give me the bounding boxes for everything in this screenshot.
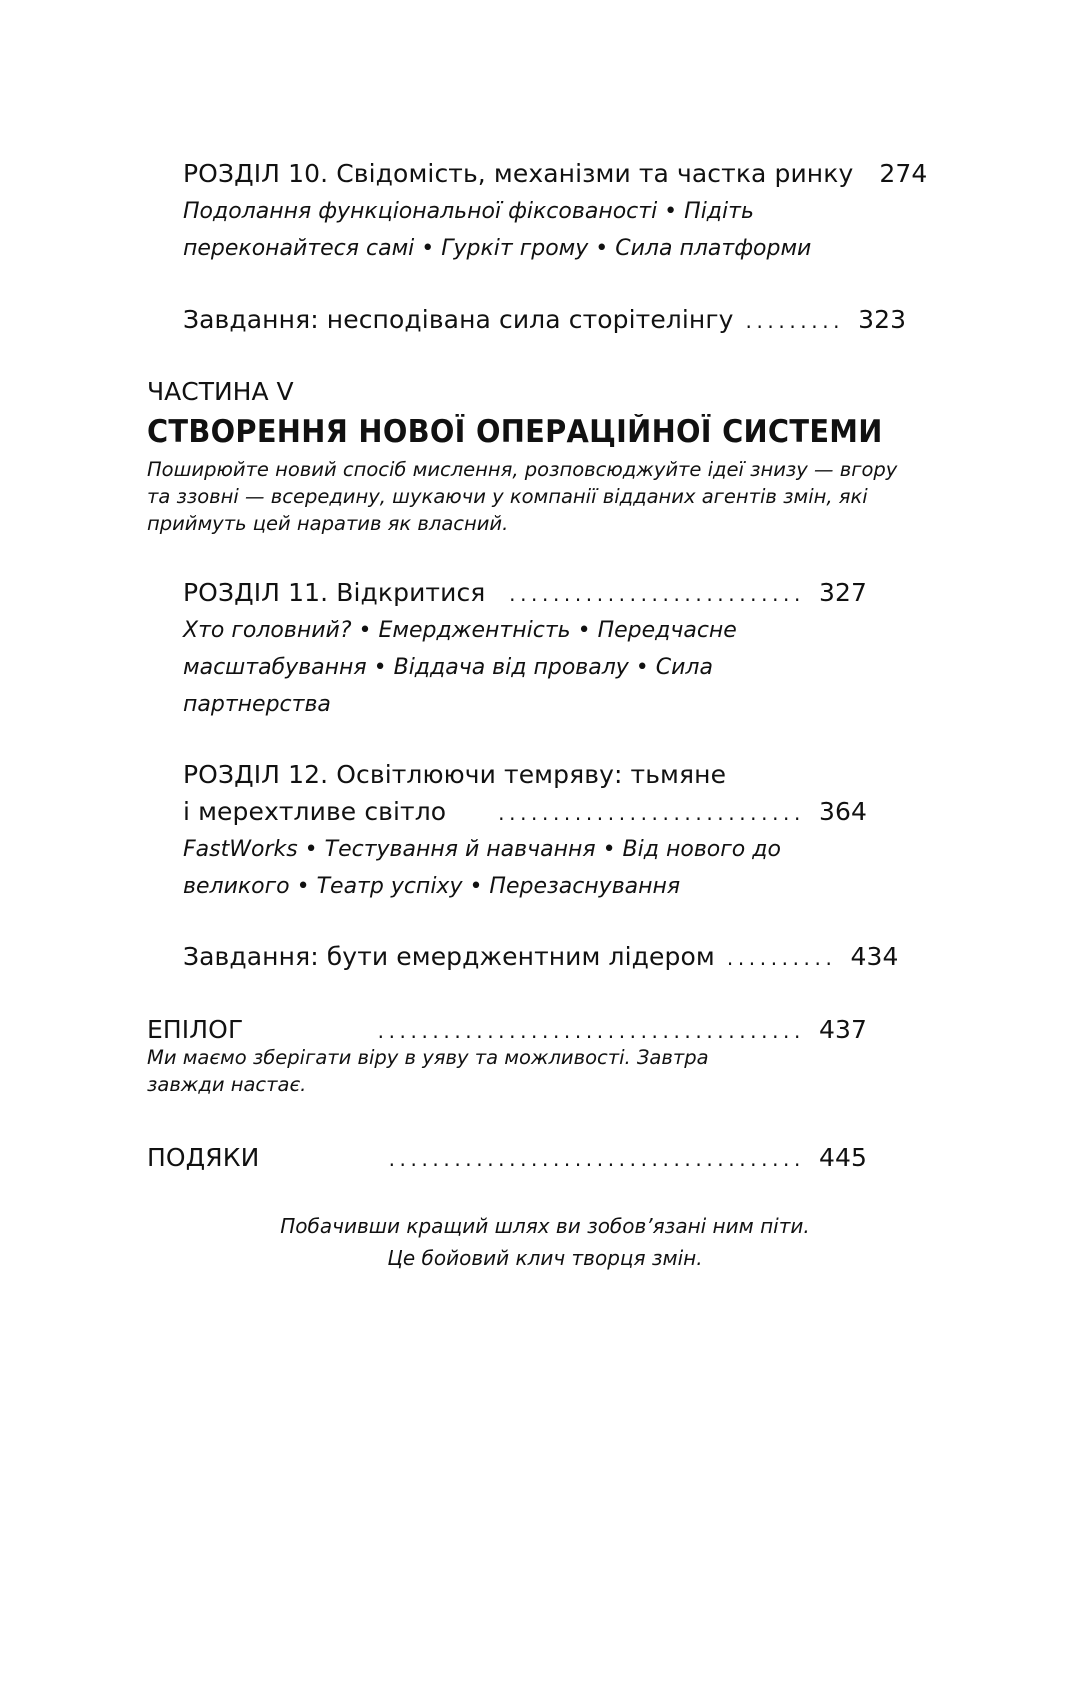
toc-entry-chapter-10[interactable] (183, 156, 928, 193)
toc-entry-title: Завдання: несподівана сила сторітелінгу (183, 305, 734, 334)
toc-page-number: 274 (879, 159, 928, 188)
part-description-line: та ззовні — всередину, шукаючи у компанії відданих агентів змін, які (147, 485, 868, 508)
toc-leader-dots: ........................... (509, 582, 805, 606)
toc-leader-dots: ......... (745, 309, 845, 333)
part-label: ЧАСТИНА V (147, 377, 294, 406)
part-description-line: приймуть цей наратив як власний. (147, 512, 509, 535)
epilogue-description-line: завжди настає. (147, 1073, 307, 1096)
toc-page-number: 437 (818, 1015, 867, 1044)
toc-page-number: 434 (850, 942, 899, 971)
toc-entry-title: РОЗДІЛ 12. Освітлюючи темряву: тьмяне (183, 760, 727, 789)
toc-page-number: 445 (818, 1143, 867, 1172)
part-title: СТВОРЕННЯ НОВОЇ ОПЕРАЦІЙНОЇ СИСТЕМИ (147, 414, 883, 450)
toc-page-number: 327 (818, 578, 867, 607)
toc-entry-title: ЕПІЛОГ (147, 1015, 244, 1044)
toc-topics-line: великого • Театр успіху • Перезаснування (183, 874, 681, 899)
toc-leader-dots: ...................................... (388, 1147, 805, 1171)
toc-entry-title-continued: і мерехтливе світло (183, 797, 447, 826)
epilogue-description-line: Ми маємо зберігати віру в уяву та можливості. Завтра (147, 1046, 709, 1069)
part-description-line: Поширюйте новий спосіб мислення, розповсюджуйте ідеї знизу — вгору (147, 458, 898, 481)
toc-page-number: 323 (858, 305, 907, 334)
toc-topics-line: Хто головний? • Емерджентність • Передчасне (183, 618, 737, 643)
toc-page-number: 364 (818, 797, 867, 826)
toc-topics-line: партнерства (183, 692, 331, 717)
toc-leader-dots: ............................ (498, 801, 805, 825)
toc-entry-chapter-11[interactable] (183, 575, 867, 612)
toc-entry-title: ПОДЯКИ (147, 1143, 260, 1172)
toc-topics-line: FastWorks • Тестування й навчання • Від нового до (183, 837, 781, 862)
toc-entry-chapter-12[interactable] (183, 794, 867, 831)
toc-entry-acknowledgements[interactable] (147, 1140, 867, 1177)
toc-leader-dots: ....................................... (377, 1019, 805, 1043)
toc-topics-line: переконайтеся самі • Гуркіт грому • Сила платформи (183, 236, 812, 261)
toc-leader-dots: .......... (726, 946, 837, 970)
toc-topics-line: Подолання функціональної фіксованості • Підіть (183, 199, 754, 224)
toc-entry-title: РОЗДІЛ 10. Свідомість, механізми та частка ринку (183, 159, 854, 188)
toc-entry-title: Завдання: бути емерджентним лідером (183, 942, 715, 971)
toc-entry-chapter-12-title (183, 757, 867, 793)
toc-entry-task-emergent-leader[interactable] (183, 939, 899, 976)
closing-quote-line: Це бойовий клич творця змін. (387, 1246, 703, 1270)
toc-entry-task-storytelling[interactable] (183, 302, 907, 339)
toc-entry-title: РОЗДІЛ 11. Відкритися (183, 578, 486, 607)
closing-quote-line: Побачивши кращий шлях ви зобов’язані ним піти. (280, 1214, 810, 1238)
toc-topics-line: масштабування • Віддача від провалу • Сила (183, 655, 713, 680)
